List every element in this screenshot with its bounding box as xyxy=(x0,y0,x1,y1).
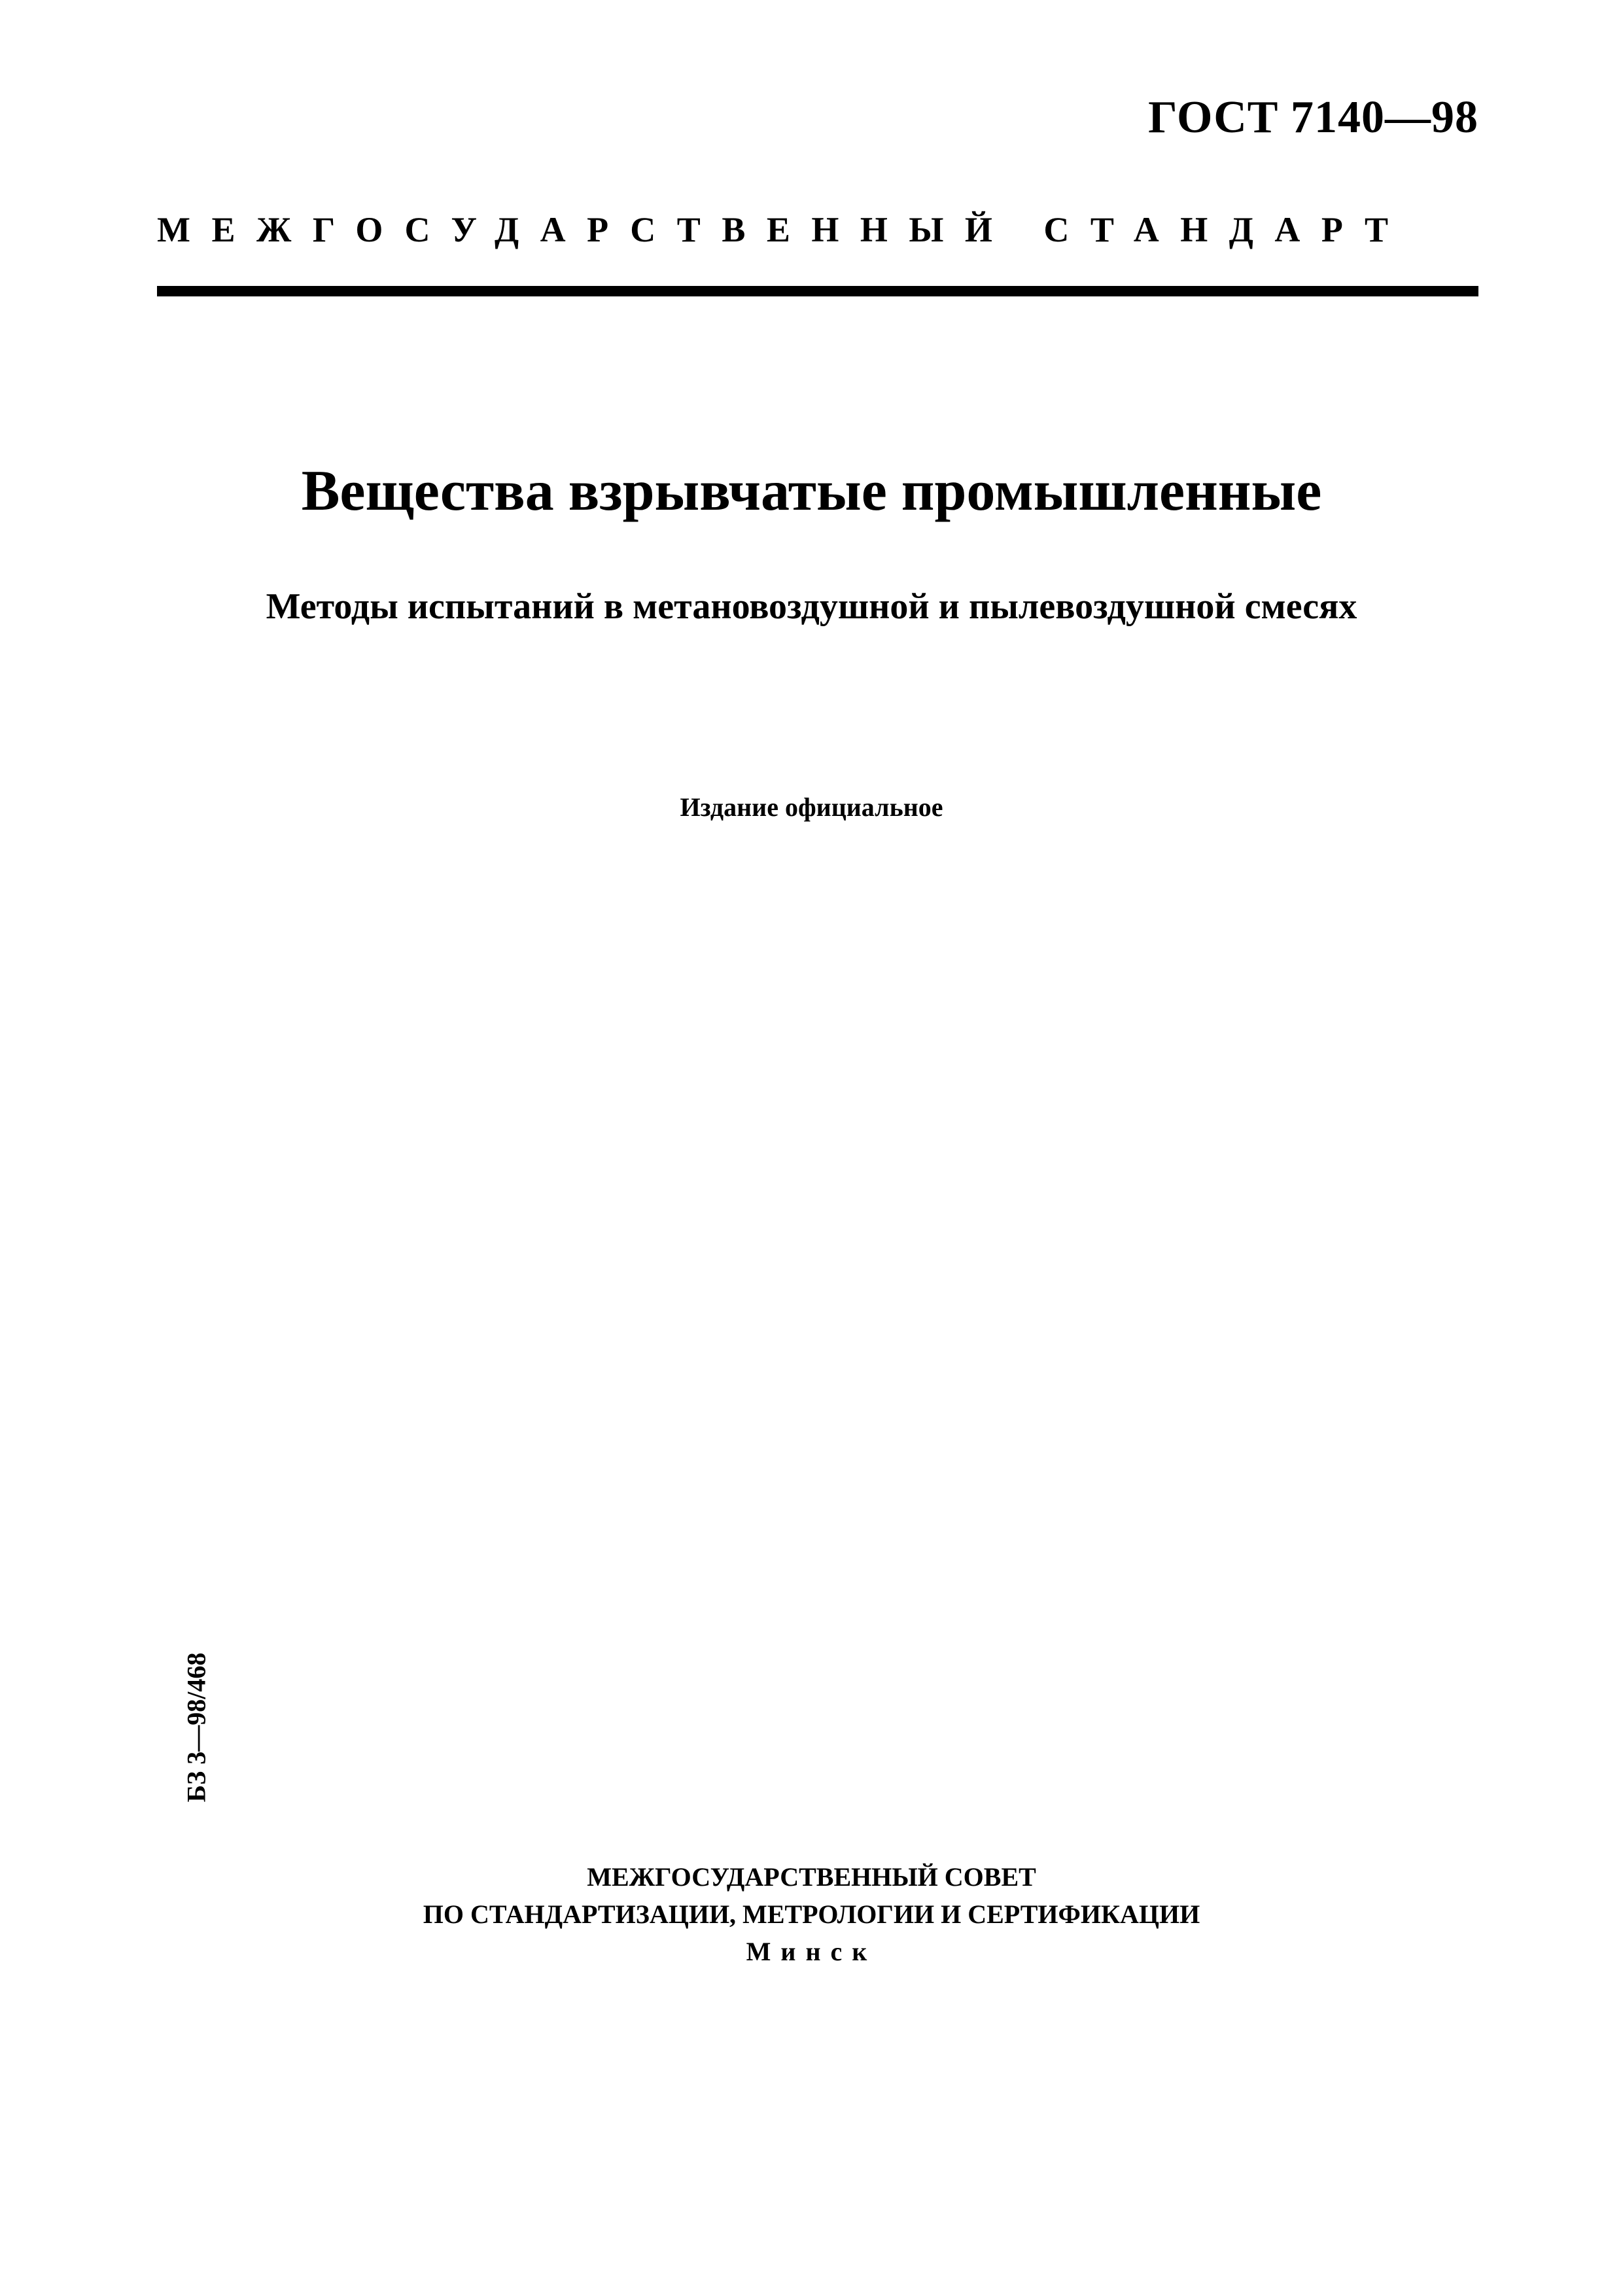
document-number: ГОСТ 7140—98 xyxy=(1148,92,1478,143)
publisher-city: Минск xyxy=(746,1937,877,1966)
publisher-block xyxy=(0,1858,1623,1970)
side-code: БЗ 3—98/468 xyxy=(181,1652,211,1803)
header-rule xyxy=(157,286,1478,296)
series-label: МЕЖГОСУДАРСТВЕННЫЙ СТАНДАРТ xyxy=(157,210,1410,249)
document-title: Вещества взрывчатые промышленные xyxy=(301,459,1322,523)
document-subtitle: Методы испытаний в метановоздушной и пылевоздушной смесях xyxy=(266,586,1357,627)
publisher-line-2: ПО СТАНДАРТИЗАЦИИ, МЕТРОЛОГИИ И СЕРТИФИКАЦИИ xyxy=(423,1899,1200,1929)
publisher-line-1: МЕЖГОСУДАРСТВЕННЫЙ СОВЕТ xyxy=(587,1862,1036,1892)
edition-note: Издание официальное xyxy=(680,792,943,822)
